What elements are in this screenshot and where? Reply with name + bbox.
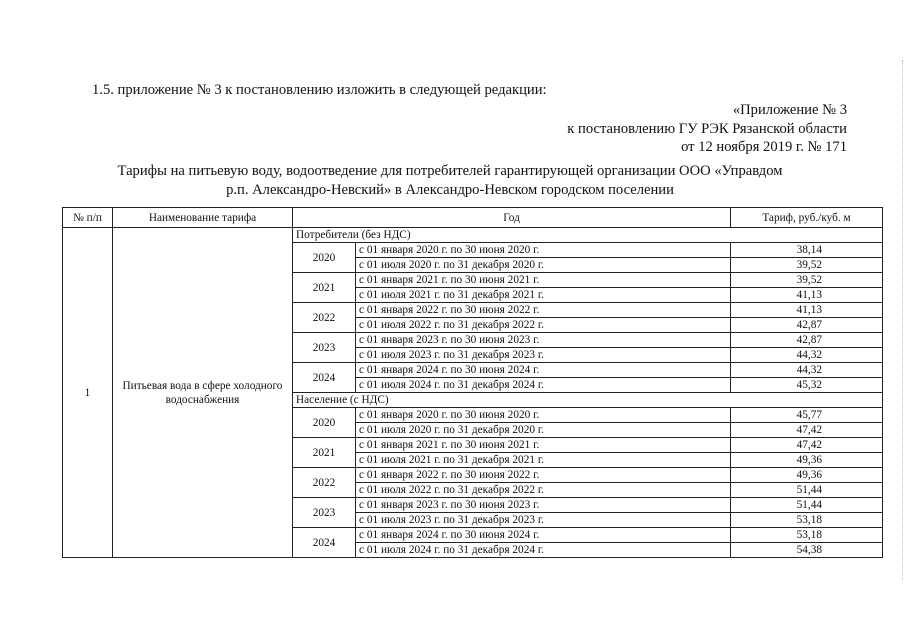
tariff-value: 42,87 [731, 333, 883, 348]
period-cell: с 01 января 2024 г. по 30 июня 2024 г. [356, 363, 731, 378]
tariff-value: 51,44 [731, 498, 883, 513]
document-title [60, 162, 840, 200]
title-line-2: р.п. Александро-Невский» в Александро-Невском городском поселении [226, 182, 674, 198]
group-row [63, 228, 883, 243]
table-header-row [63, 208, 883, 228]
group-label: Потребители (без НДС) [293, 228, 883, 243]
tariff-value: 42,87 [731, 318, 883, 333]
scan-edge-marks [896, 60, 903, 580]
period-cell: с 01 июля 2020 г. по 31 декабря 2020 г. [356, 258, 731, 273]
tariff-value: 47,42 [731, 438, 883, 453]
group-label: Население (с НДС) [293, 393, 883, 408]
tariff-value: 49,36 [731, 468, 883, 483]
tariff-value: 39,52 [731, 273, 883, 288]
appendix-header [567, 101, 847, 157]
tariff-value: 54,38 [731, 543, 883, 558]
tariff-value: 53,18 [731, 513, 883, 528]
appendix-line-2: к постановлению ГУ РЭК Рязанской области [567, 120, 847, 137]
period-cell: с 01 января 2024 г. по 30 июня 2024 г. [356, 528, 731, 543]
period-cell: с 01 января 2022 г. по 30 июня 2022 г. [356, 303, 731, 318]
year-cell: 2021 [293, 438, 356, 468]
tariff-value: 41,13 [731, 303, 883, 318]
period-cell: с 01 июля 2023 г. по 31 декабря 2023 г. [356, 348, 731, 363]
tariff-value: 44,32 [731, 348, 883, 363]
period-cell: с 01 января 2021 г. по 30 июня 2021 г. [356, 438, 731, 453]
year-cell: 2020 [293, 408, 356, 438]
period-cell: с 01 июля 2021 г. по 31 декабря 2021 г. [356, 453, 731, 468]
tariff-value: 45,32 [731, 378, 883, 393]
period-cell: с 01 июля 2021 г. по 31 декабря 2021 г. [356, 288, 731, 303]
title-line-1: Тарифы на питьевую воду, водоотведение для потребителей гарантирующей организации ООО «Управдом [117, 163, 783, 179]
tariff-name: Питьевая вода в сфере холодного водоснабжения [113, 228, 293, 558]
appendix-line-1: «Приложение № 3 [732, 102, 847, 118]
header-name: Наименование тарифа [113, 208, 293, 228]
year-cell: 2023 [293, 333, 356, 363]
tariff-table [62, 207, 883, 558]
period-cell: с 01 июля 2020 г. по 31 декабря 2020 г. [356, 423, 731, 438]
tariff-value: 44,32 [731, 363, 883, 378]
tariff-value: 47,42 [731, 423, 883, 438]
period-cell: с 01 июля 2022 г. по 31 декабря 2022 г. [356, 318, 731, 333]
year-cell: 2021 [293, 273, 356, 303]
tariff-value: 39,52 [731, 258, 883, 273]
period-cell: с 01 января 2022 г. по 30 июня 2022 г. [356, 468, 731, 483]
period-cell: с 01 января 2023 г. по 30 июня 2023 г. [356, 333, 731, 348]
tariff-value: 41,13 [731, 288, 883, 303]
period-cell: с 01 июля 2024 г. по 31 декабря 2024 г. [356, 378, 731, 393]
period-cell: с 01 июля 2023 г. по 31 декабря 2023 г. [356, 513, 731, 528]
intro-line: 1.5. приложение № 3 к постановлению изложить в следующей редакции: [92, 82, 547, 98]
period-cell: с 01 июля 2022 г. по 31 декабря 2022 г. [356, 483, 731, 498]
period-cell: с 01 января 2020 г. по 30 июня 2020 г. [356, 408, 731, 423]
row-number: 1 [63, 228, 113, 558]
year-cell: 2024 [293, 363, 356, 393]
period-cell: с 01 июля 2024 г. по 31 декабря 2024 г. [356, 543, 731, 558]
period-cell: с 01 января 2020 г. по 30 июня 2020 г. [356, 243, 731, 258]
year-cell: 2024 [293, 528, 356, 558]
tariff-value: 38,14 [731, 243, 883, 258]
period-cell: с 01 января 2023 г. по 30 июня 2023 г. [356, 498, 731, 513]
year-cell: 2022 [293, 303, 356, 333]
year-cell: 2023 [293, 498, 356, 528]
tariff-value: 49,36 [731, 453, 883, 468]
tariff-value: 45,77 [731, 408, 883, 423]
year-cell: 2020 [293, 243, 356, 273]
appendix-line-3: от 12 ноября 2019 г. № 171 [681, 139, 847, 155]
header-year: Год [293, 208, 731, 228]
header-num: № п/п [63, 208, 113, 228]
tariff-value: 51,44 [731, 483, 883, 498]
tariff-value: 53,18 [731, 528, 883, 543]
header-tariff: Тариф, руб./куб. м [731, 208, 883, 228]
year-cell: 2022 [293, 468, 356, 498]
period-cell: с 01 января 2021 г. по 30 июня 2021 г. [356, 273, 731, 288]
